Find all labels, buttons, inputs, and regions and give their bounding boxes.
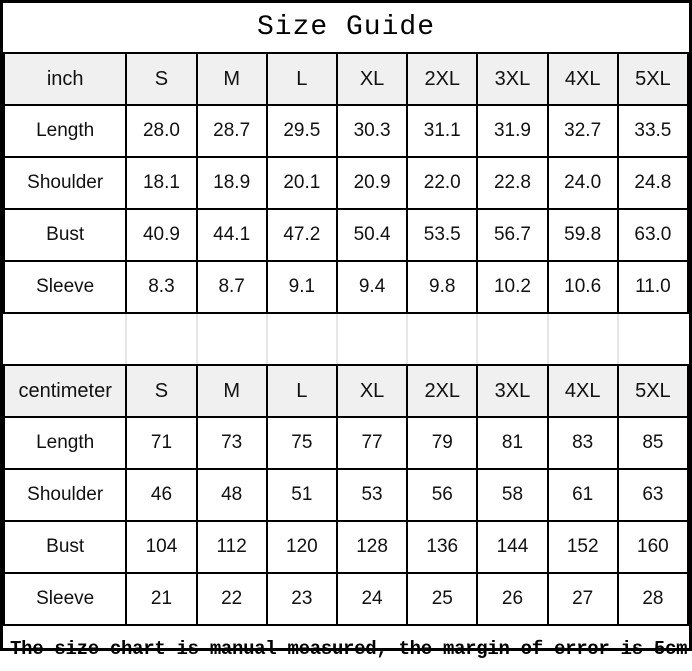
measurement-value: 50.4 — [337, 209, 407, 261]
size-column-header: 3XL — [477, 53, 547, 105]
measurement-value: 75 — [267, 417, 337, 469]
size-column-header: S — [126, 53, 196, 105]
measurement-value: 61 — [548, 469, 618, 521]
size-column-header: 3XL — [477, 365, 547, 417]
measurement-value: 71 — [126, 417, 196, 469]
spacer-cell — [407, 313, 477, 365]
size-column-header: 2XL — [407, 53, 477, 105]
measurement-value: 25 — [407, 573, 477, 625]
measurement-value: 53 — [337, 469, 407, 521]
measurement-value: 73 — [197, 417, 267, 469]
measurement-value: 28.7 — [197, 105, 267, 157]
size-header-row-centimeter — [4, 365, 688, 417]
measurement-value: 28 — [618, 573, 688, 625]
measurement-value: 63 — [618, 469, 688, 521]
size-column-header: 2XL — [407, 365, 477, 417]
measurement-value: 58 — [477, 469, 547, 521]
size-guide-title: Size Guide — [256, 12, 436, 43]
size-column-header: XL — [337, 365, 407, 417]
measurement-value: 136 — [407, 521, 477, 573]
size-column-header: M — [197, 365, 267, 417]
measurement-value: 46 — [126, 469, 196, 521]
measurement-label: Sleeve — [4, 573, 126, 625]
measurement-value: 20.1 — [267, 157, 337, 209]
size-column-header: M — [197, 53, 267, 105]
spacer-cell — [267, 313, 337, 365]
measurement-row — [4, 573, 688, 625]
size-column-header: L — [267, 53, 337, 105]
measurement-value: 22.8 — [477, 157, 547, 209]
spacer-cell — [4, 313, 126, 365]
measurement-value: 10.6 — [548, 261, 618, 313]
size-column-header: 5XL — [618, 365, 688, 417]
measurement-value: 83 — [548, 417, 618, 469]
measurement-value: 33.5 — [618, 105, 688, 157]
measurement-value: 112 — [197, 521, 267, 573]
measurement-value: 79 — [407, 417, 477, 469]
measurement-value: 18.9 — [197, 157, 267, 209]
size-column-header: 5XL — [618, 53, 688, 105]
measurement-value: 48 — [197, 469, 267, 521]
measurement-value: 10.2 — [477, 261, 547, 313]
unit-label: centimeter — [4, 365, 126, 417]
measurement-value: 31.1 — [407, 105, 477, 157]
size-column-header: 4XL — [548, 365, 618, 417]
measurement-value: 44.1 — [197, 209, 267, 261]
measurement-value: 81 — [477, 417, 547, 469]
size-guide-table — [3, 52, 689, 626]
measurement-value: 24 — [337, 573, 407, 625]
spacer-cell — [477, 313, 547, 365]
measurement-value: 11.0 — [618, 261, 688, 313]
measurement-value: 152 — [548, 521, 618, 573]
measurement-value: 51 — [267, 469, 337, 521]
measurement-label: Bust — [4, 521, 126, 573]
spacer-cell — [197, 313, 267, 365]
size-column-header: XL — [337, 53, 407, 105]
measurement-label: Length — [4, 105, 126, 157]
measurement-value: 28.0 — [126, 105, 196, 157]
size-table-body — [4, 53, 688, 625]
measurement-value: 144 — [477, 521, 547, 573]
measurement-row — [4, 209, 688, 261]
measurement-value: 53.5 — [407, 209, 477, 261]
measurement-value: 20.9 — [337, 157, 407, 209]
size-column-header: S — [126, 365, 196, 417]
measurement-value: 24.8 — [618, 157, 688, 209]
measurement-value: 63.0 — [618, 209, 688, 261]
measurement-label: Length — [4, 417, 126, 469]
measurement-value: 21 — [126, 573, 196, 625]
measurement-row — [4, 469, 688, 521]
measurement-value: 9.4 — [337, 261, 407, 313]
measurement-value: 8.3 — [126, 261, 196, 313]
measurement-value: 120 — [267, 521, 337, 573]
measurement-value: 77 — [337, 417, 407, 469]
measurement-row — [4, 521, 688, 573]
measurement-value: 85 — [618, 417, 688, 469]
measurement-value: 32.7 — [548, 105, 618, 157]
measurement-label: Shoulder — [4, 157, 126, 209]
measurement-value: 24.0 — [548, 157, 618, 209]
measurement-row — [4, 157, 688, 209]
spacer-cell — [618, 313, 688, 365]
measurement-value: 30.3 — [337, 105, 407, 157]
measurement-value: 18.1 — [126, 157, 196, 209]
measurement-value: 29.5 — [267, 105, 337, 157]
measurement-value: 9.8 — [407, 261, 477, 313]
measurement-value: 56 — [407, 469, 477, 521]
measurement-value: 22.0 — [407, 157, 477, 209]
measurement-value: 59.8 — [548, 209, 618, 261]
unit-label: inch — [4, 53, 126, 105]
measurement-value: 9.1 — [267, 261, 337, 313]
spacer-row — [4, 313, 688, 365]
measurement-value: 22 — [197, 573, 267, 625]
measurement-value: 27 — [548, 573, 618, 625]
spacer-cell — [337, 313, 407, 365]
measurement-value: 40.9 — [126, 209, 196, 261]
measurement-value: 160 — [618, 521, 688, 573]
measurement-value: 31.9 — [477, 105, 547, 157]
measurement-row — [4, 105, 688, 157]
measurement-disclaimer: The size chart is manual measured, the margin of error is 5cm — [10, 637, 688, 660]
size-column-header: L — [267, 365, 337, 417]
measurement-value: 56.7 — [477, 209, 547, 261]
spacer-cell — [126, 313, 196, 365]
spacer-cell — [548, 313, 618, 365]
size-header-row-inch — [4, 53, 688, 105]
measurement-value: 8.7 — [197, 261, 267, 313]
measurement-value: 128 — [337, 521, 407, 573]
measurement-value: 47.2 — [267, 209, 337, 261]
measurement-row — [4, 261, 688, 313]
measurement-value: 23 — [267, 573, 337, 625]
measurement-value: 26 — [477, 573, 547, 625]
measurement-value: 104 — [126, 521, 196, 573]
size-column-header: 4XL — [548, 53, 618, 105]
measurement-label: Bust — [4, 209, 126, 261]
measurement-label: Sleeve — [4, 261, 126, 313]
measurement-label: Shoulder — [4, 469, 126, 521]
measurement-row — [4, 417, 688, 469]
